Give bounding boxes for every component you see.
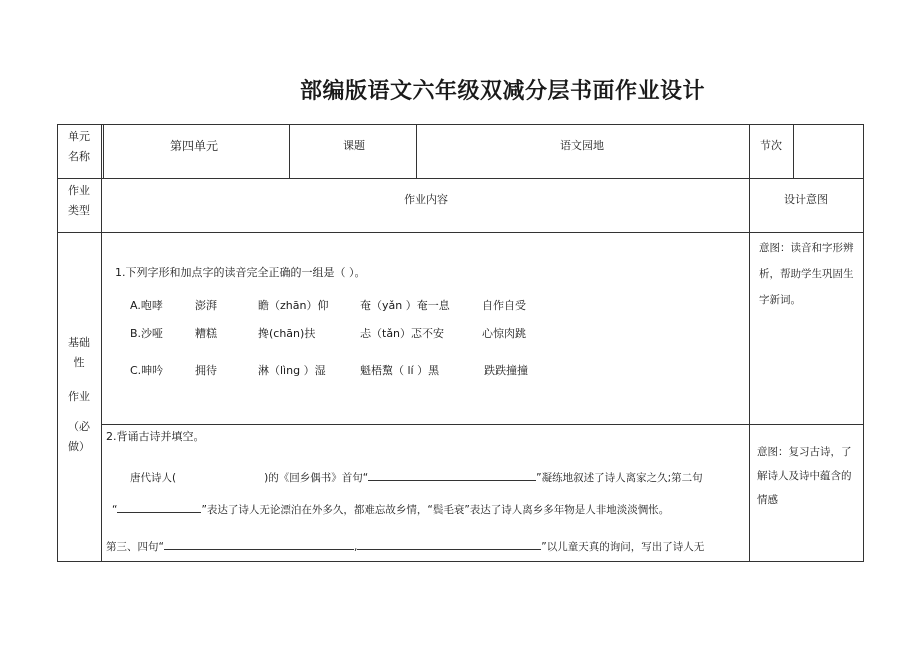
q1-option-a-4: 奄（yǎn ）奄一息 — [360, 299, 450, 312]
side-label-3: 作业 — [68, 390, 90, 403]
side-label-1: 基础 — [68, 336, 90, 349]
q1-option-a-3: 瞻（zhān）仰 — [258, 299, 329, 312]
homework-type-label — [57, 184, 101, 218]
q2-prompt: 2.背诵古诗并填空。 — [106, 430, 205, 443]
q1-option-c-1: C.呻吟 — [130, 364, 164, 377]
unit-label-line2: 名称 — [68, 150, 90, 163]
topic-value: 语文园地 — [560, 139, 604, 152]
q2-line1 — [130, 469, 703, 485]
q1-option-a-1: A.咆哮 — [130, 299, 163, 312]
type-label-line1: 作业 — [68, 184, 90, 197]
fourth-line-blank[interactable] — [357, 538, 541, 550]
unit-name-label — [57, 130, 101, 164]
q1-option-b-4: 忐（tǎn）忑不安 — [360, 327, 445, 340]
period-label: 节次 — [760, 139, 782, 152]
q1-option-b-3: 搀(chān)扶 — [258, 327, 316, 340]
q1-option-b-5: 心惊肉跳 — [482, 327, 526, 340]
content-header: 作业内容 — [404, 193, 448, 206]
type-label-line2: 类型 — [68, 204, 90, 217]
q2-line2-a: “ — [112, 504, 118, 516]
side-label-5: 做） — [68, 440, 90, 453]
q2-line1-a: 唐代诗人( — [130, 472, 177, 484]
q1-intent: 意图：读音和字形辨析，帮助学生巩固生字新词。 — [759, 242, 854, 306]
q2-line1-c: ”凝练地叙述了诗人离家之久;第二句 — [536, 472, 703, 484]
q1-option-a-2: 澎湃 — [195, 299, 217, 312]
q1-prompt: 1.下列字形和加点字的读音完全正确的一组是（ ）。 — [115, 266, 366, 279]
topic-label: 课题 — [343, 139, 365, 152]
q2-line2 — [112, 501, 669, 517]
side-label-4: （必 — [68, 420, 90, 433]
q2-line3 — [106, 538, 704, 554]
q1-option-b-2: 糟糕 — [195, 327, 217, 340]
q2-line3-b: , — [353, 541, 358, 553]
side-label-2: 性 — [73, 356, 85, 369]
intent-header: 设计意图 — [784, 193, 828, 206]
first-line-blank[interactable] — [368, 469, 536, 481]
q2-intent: 意图：复习古诗，了解诗人及诗中蕴含的情感 — [757, 446, 852, 506]
q1-option-c-2: 拥待 — [195, 364, 217, 377]
second-line-blank[interactable] — [117, 501, 201, 513]
q1-option-c-3: 淋（lìng ）湿 — [258, 364, 326, 377]
unit-value: 第四单元 — [170, 139, 219, 153]
q2-line3-a: 第三、四句“ — [106, 541, 164, 553]
q2-line3-c: ”以儿童天真的询问，写出了诗人无 — [541, 541, 705, 553]
basic-homework-label — [57, 330, 101, 460]
q1-option-a-5: 自作自受 — [482, 299, 526, 312]
q1-option-c-4: 魁梧黧（ lí ）黑 — [360, 364, 440, 377]
q2-line1-b: )的《回乡偶书》首句“ — [264, 472, 369, 484]
q2-line2-b: ”表达了诗人无论漂泊在外多久，都难忘故乡情，“鬓毛衰”表达了诗人离乡多年物是人非地淡淡惆怅。 — [201, 504, 670, 516]
q1-option-b-1: B.沙哑 — [130, 327, 164, 340]
third-line-blank[interactable] — [164, 538, 354, 550]
unit-label-line1: 单元 — [68, 130, 90, 143]
q1-option-c-5: 跌跌撞撞 — [484, 364, 528, 377]
page-title: 部编版语文六年级双减分层书面作业设计 — [300, 79, 706, 104]
